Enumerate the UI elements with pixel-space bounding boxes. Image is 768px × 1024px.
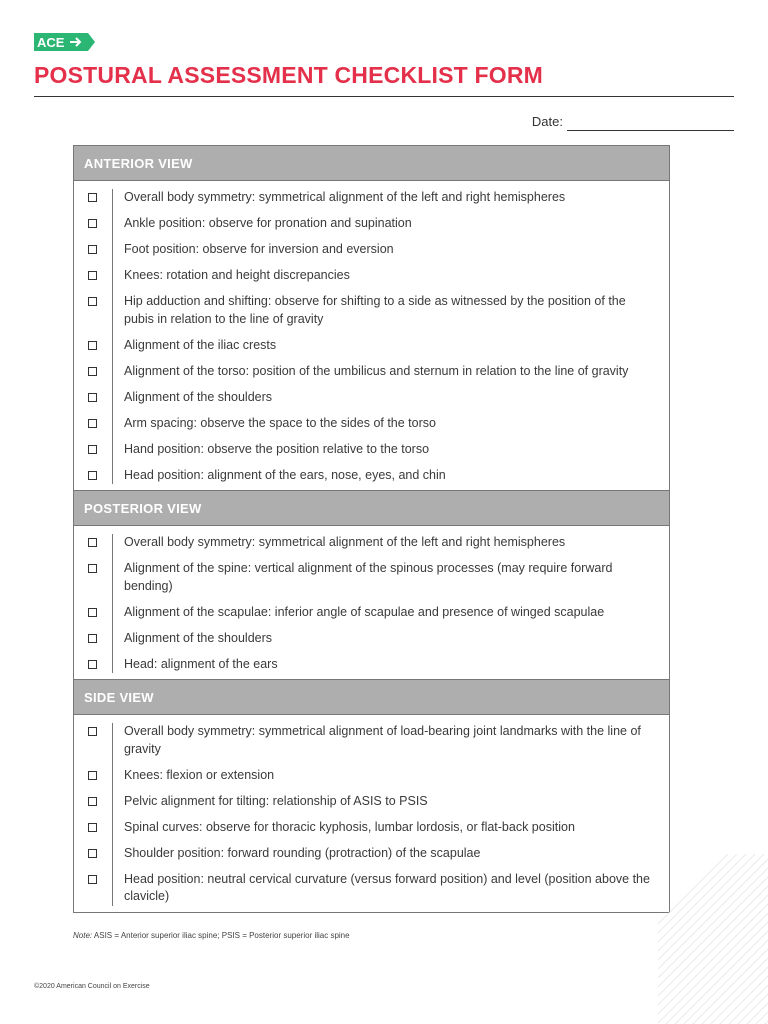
checklist-item-text: Head position: neutral cervical curvature (versus forward position) and level (position above the clavicle) [124,871,650,903]
checkbox[interactable] [88,771,97,780]
checkbox[interactable] [88,393,97,402]
checklist-item-text: Ankle position: observe for pronation and supination [124,216,412,230]
checklist-item-text: Knees: flexion or extension [124,767,275,782]
checklist-item-text: Spinal curves: observe for thoracic kyphosis, lumbar lordosis, or flat-back position [124,819,575,834]
ace-logo [34,33,95,51]
page-title: POSTURAL ASSESSMENT CHECKLIST FORM [34,62,543,88]
hatch-line [658,854,768,942]
checklist-item-text: Alignment of the shoulders [124,630,273,645]
checklist-item-text: Knees: rotation and height discrepancies [124,268,350,282]
checklist-item-text: Head: alignment of the ears [124,656,278,671]
hatch-line [658,904,768,1014]
checklist-item-text: Hand position: observe the position relative to the torso [124,441,430,456]
checklist-item-text: Head position: alignment of the ears, nose, eyes, and chin [124,467,446,482]
title-divider [34,96,734,97]
hatch-line [658,868,768,978]
checklist-item-text: Hip adduction and shifting: observe for shifting to a side as witnessed by the position of the pubis in relation to the line of gravity [124,294,626,326]
checkbox[interactable] [88,341,97,350]
checkbox-column [74,189,113,484]
item-text-column [113,723,669,906]
copyright: ©2020 American Council on Exercise [34,983,150,990]
hatch-line [658,877,768,987]
checklist-item-text: Foot position: observe for inversion and eversion [124,242,394,256]
hatch-line [658,895,768,1005]
checkbox[interactable] [88,634,97,643]
checklist-item-text: Shoulder position: forward rounding (protraction) of the scapulae [124,845,481,860]
checkbox[interactable] [88,538,97,547]
checkbox[interactable] [88,367,97,376]
section-header-posterior-view: POSTERIOR VIEW [74,491,669,526]
hatch-line [658,922,768,1024]
checkbox[interactable] [88,419,97,428]
ace-logo-text: ACE [37,35,65,50]
section-items [74,526,669,680]
checkbox[interactable] [88,297,97,306]
checklist-item-text: Alignment of the shoulders [124,389,273,404]
item-text-column [113,534,669,673]
checkbox[interactable] [88,608,97,617]
checklist-item-text: Overall body symmetry: symmetrical alignment of load-bearing joint landmarks with the line of gravity [124,724,641,756]
checkbox-column [74,723,113,906]
checkbox[interactable] [88,660,97,669]
checkbox[interactable] [88,849,97,858]
checklist-item-text: Arm spacing: observe the space to the sides of the torso [124,415,436,430]
hatch-line [658,913,768,1023]
checklist-item-text: Alignment of the torso: position of the umbilicus and sternum in relation to the line of gravity [124,363,629,378]
checklist-item-text: Pelvic alignment for tilting: relationship of ASIS to PSIS [124,793,428,808]
checkbox-column [74,534,113,673]
checkbox[interactable] [88,193,97,202]
item-text-column [113,189,669,484]
checkbox[interactable] [88,219,97,228]
checklist-item-text: Alignment of the spine: vertical alignment of the spinous processes (may require forward bending) [124,561,613,593]
section-header-side-view: SIDE VIEW [74,680,669,715]
checkbox[interactable] [88,271,97,280]
checklist-item-text: Overall body symmetry: symmetrical alignment of the left and right hemispheres [124,190,566,204]
checkbox[interactable] [88,445,97,454]
checklist-item-text: Overall body symmetry: symmetrical alignment of the left and right hemispheres [124,535,566,549]
date-label: Date: [531,114,563,129]
checkbox[interactable] [88,471,97,480]
section-items [74,181,669,491]
checkbox[interactable] [88,875,97,884]
checkbox[interactable] [88,823,97,832]
hatch-line [658,886,768,996]
checkbox[interactable] [88,727,97,736]
footnote-text: ASIS = Anterior superior iliac spine; PSIS = Posterior superior iliac spine [92,931,350,940]
decorative-hatch-pattern [658,854,768,1024]
footnote [73,930,350,941]
hatch-line [658,859,768,969]
checkbox[interactable] [88,564,97,573]
checklist-item-text: Alignment of the iliac crests [124,337,277,352]
footnote-label: Note: [73,931,93,940]
checkbox[interactable] [88,245,97,254]
date-row [532,113,734,131]
date-input-line[interactable] [567,116,734,131]
checkbox[interactable] [88,797,97,806]
ace-logo-badge [34,33,95,51]
section-items [74,715,669,912]
checklist-table [73,145,670,913]
section-header-anterior-view: ANTERIOR VIEW [74,146,669,181]
checklist-item-text: Alignment of the scapulae: inferior angle of scapulae and presence of winged scapulae [124,604,605,619]
